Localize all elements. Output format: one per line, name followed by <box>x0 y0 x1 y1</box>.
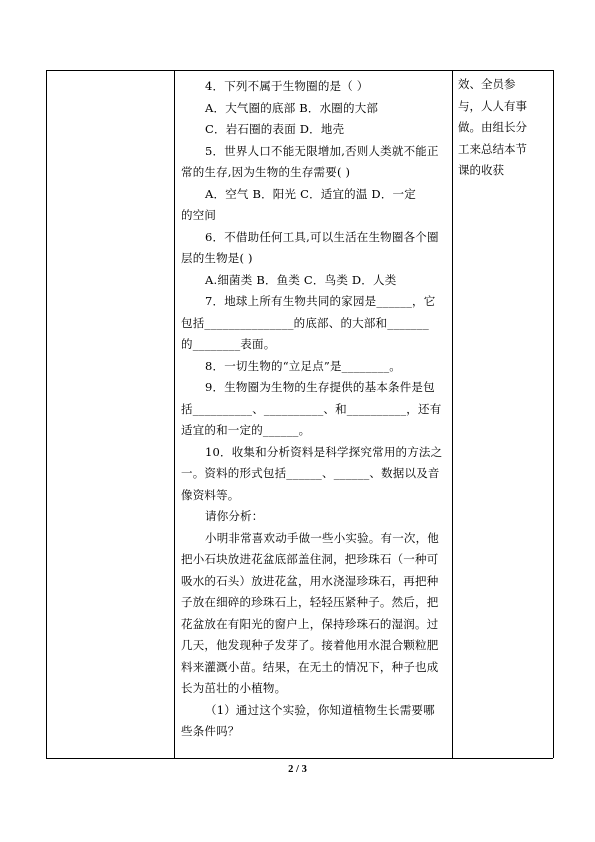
question-line: 一。资料的形式包括______、______、数据以及音 <box>181 466 440 480</box>
table-bottom-border <box>46 758 553 759</box>
left-empty-cell <box>46 70 174 758</box>
question-line: C．岩石圈的表面 D．地壳 <box>205 122 345 136</box>
question-line: A.细菌类 B．鱼类 C．鸟类 D．人类 <box>205 272 397 287</box>
lesson-table <box>46 70 553 758</box>
question-line: 8．一切生物的“立足点”是________。 <box>205 358 401 373</box>
question-line: 子放在细碎的珍珠石上，轻轻压紧种子。然后，把 <box>181 595 439 609</box>
note-line: 工来总结本节 <box>458 141 527 156</box>
question-line: （1）通过这个实验，你知道植物生长需要哪 <box>205 702 435 717</box>
question-line: 几天，他发现种子发芽了。接着他用水混合颗粒肥 <box>181 638 439 652</box>
question-line: 些条件吗？ <box>181 724 240 738</box>
question-line: 的空间 <box>181 208 217 222</box>
question-line: 5．世界人口不能无限增加,否则人类就不能正 <box>205 143 439 158</box>
question-line: 像资料等。 <box>181 487 240 502</box>
question-line: 的________表面。 <box>181 337 276 351</box>
question-line: 7．地球上所有生物共同的家园是______，它 <box>205 294 436 308</box>
question-line: 包括_______________的底部、的大部和_______ <box>181 315 429 330</box>
page-number: 2 / 3 <box>288 764 307 775</box>
question-line: 把小石块放进花盆底部盖住洞，把珍珠石（一种可 <box>181 552 439 566</box>
note-line: 效、全员参 <box>458 77 516 91</box>
note-line: 课的收获 <box>458 163 504 177</box>
question-line: 长为茁壮的小植物。 <box>181 681 287 695</box>
question-line: A．空气 B．阳光 C．适宜的温 D．一定 <box>205 186 416 201</box>
question-line: 吸水的石头）放进花盆，用水浇湿珍珠石，再把种 <box>181 573 439 588</box>
table-right-border <box>553 70 554 758</box>
question-line: 9．生物圈为生物的生存提供的基本条件是包 <box>205 380 435 394</box>
notes-cell <box>452 70 553 758</box>
question-line: 括__________、__________、和__________，还有 <box>181 401 442 416</box>
questions-cell <box>174 70 452 758</box>
question-line: 料来灌溉小苗。结果，在无土的情况下，种子也成 <box>181 659 439 674</box>
question-line: A．大气圈的底部 B．水圈的大部 <box>205 100 379 115</box>
question-line: 常的生存,因为生物的生存需要( ) <box>181 165 351 179</box>
note-line: 与，人人有事 <box>458 98 527 113</box>
question-line: 花盆放在有阳光的窗户上，保持珍珠石的湿润。过 <box>181 616 439 631</box>
question-line: 10．收集和分析资料是科学探究常用的方法之 <box>205 444 443 459</box>
question-line: 适宜的和一定的______。 <box>181 423 311 437</box>
question-line: 小明非常喜欢动手做一些小实验。有一次，他 <box>205 530 439 545</box>
question-line: 6．不借助任何工具,可以生活在生物圈各个圈 <box>205 229 439 244</box>
question-line: 4．下列不属于生物圈的是（ ） <box>205 79 369 93</box>
note-line: 做。由组长分 <box>458 120 527 134</box>
question-line: 请你分析： <box>205 509 264 523</box>
question-line: 层的生物是( ) <box>181 251 253 265</box>
